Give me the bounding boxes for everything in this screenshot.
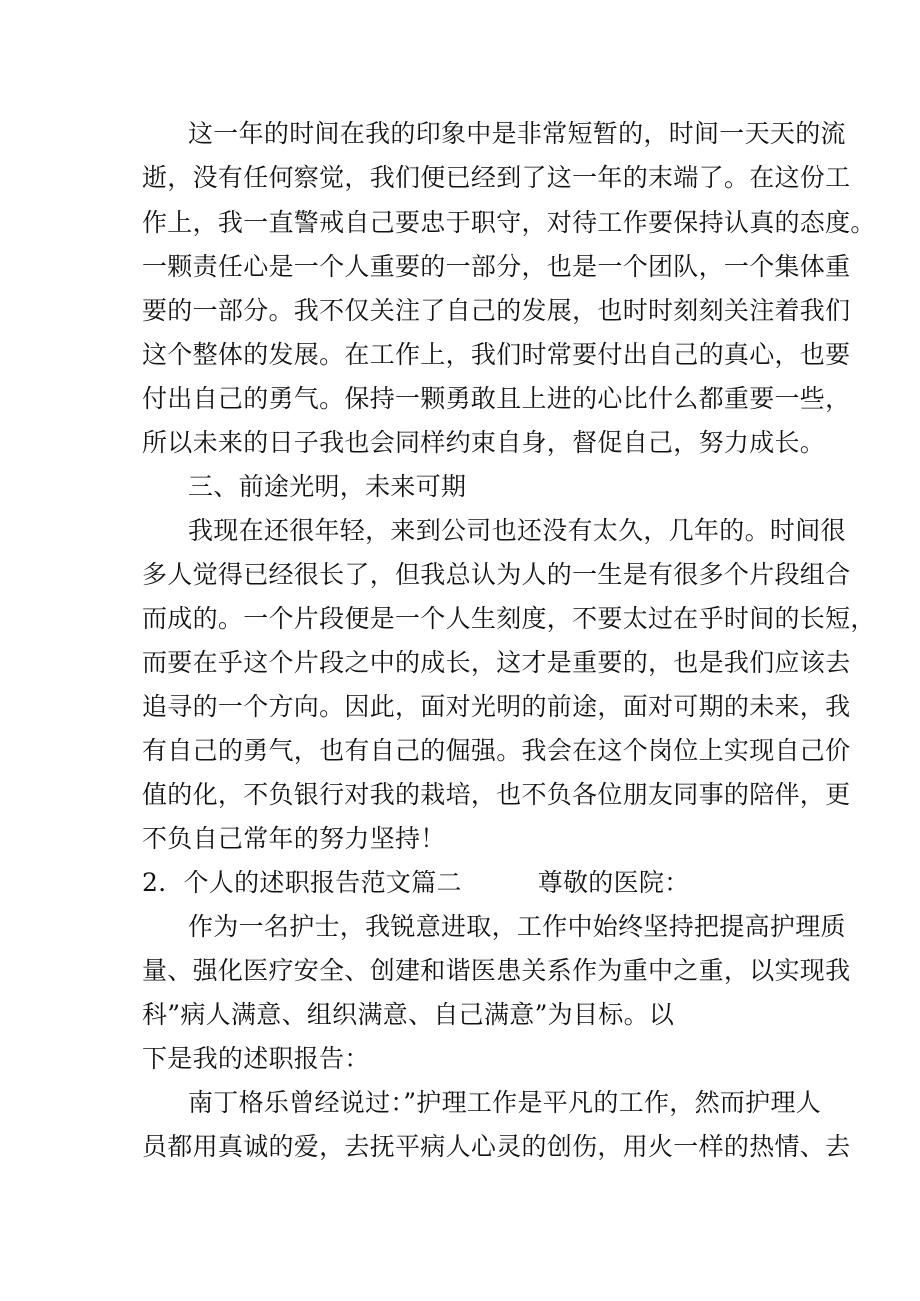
paragraph-line: 一颗责任心是一个人重要的一部分，也是一个团队，一个集体重 xyxy=(142,252,851,281)
paragraph-line: 员都用真诚的爱，去抚平病人心灵的创伤，用火一样的热情、去 xyxy=(142,1132,851,1161)
paragraph-line: 作为一名护士，我锐意进取，工作中始终坚持把提高护理质 xyxy=(188,912,846,941)
paragraph-line: 这个整体的发展。在工作上，我们时常要付出自己的真心，也要 xyxy=(142,340,851,369)
paragraph-line: 量、强化医疗安全、创建和谐医患关系作为重中之重，以实现我 xyxy=(142,956,851,985)
paragraph-line: 我现在还很年轻，来到公司也还没有太久，几年的。时间很 xyxy=(188,516,846,545)
paragraph-line: 不负自己常年的努力坚持！ xyxy=(142,824,446,853)
paragraph-line: 多人觉得已经很长了，但我总认为人的一生是有很多个片段组合 xyxy=(142,560,851,589)
paragraph-line: 付出自己的勇气。保持一颗勇敢且上进的心比什么都重要一些， xyxy=(142,384,851,413)
paragraph-line: 下是我的述职报告： xyxy=(142,1044,370,1073)
paragraph-line: 所以未来的日子我也会同样约束自身，督促自己，努力成长。 xyxy=(142,428,826,457)
paragraph-line: 逝，没有任何察觉，我们便已经到了这一年的末端了。在这份工 xyxy=(142,163,851,192)
paragraph-line: 作上，我一直警戒自己要忠于职守，对待工作要保持认真的态度。 xyxy=(142,208,876,237)
paragraph-line: 南丁格乐曾经说过：”护理工作是平凡的工作，然而护理人 xyxy=(188,1088,822,1117)
paragraph-line: 追寻的一个方向。因此，面对光明的前途，面对可期的未来，我 xyxy=(142,692,851,721)
paragraph-line: 有自己的勇气，也有自己的倔强。我会在这个岗位上实现自己价 xyxy=(142,736,851,765)
paragraph-line: 而要在乎这个片段之中的成长，这才是重要的，也是我们应该去 xyxy=(142,648,851,677)
paragraph-line: 值的化，不负银行对我的栽培，也不负各位朋友同事的陪伴，更 xyxy=(142,780,851,809)
paragraph-line: 科”病人满意、组织满意、自己满意”为目标。以 xyxy=(142,1000,675,1029)
section-heading: 三、前途光明，未来可期 xyxy=(188,472,467,501)
paragraph-line: 这一年的时间在我的印象中是非常短暂的，时间一天天的流 xyxy=(188,119,846,148)
paragraph-line: 而成的。一个片段便是一个人生刻度，不要太过在乎时间的长短， xyxy=(142,604,876,633)
paragraph-line: 要的一部分。我不仅关注了自己的发展，也时时刻刻关注着我们 xyxy=(142,296,851,325)
section-heading: 2．个人的述职报告范文篇二 尊敬的医院： xyxy=(142,868,690,897)
